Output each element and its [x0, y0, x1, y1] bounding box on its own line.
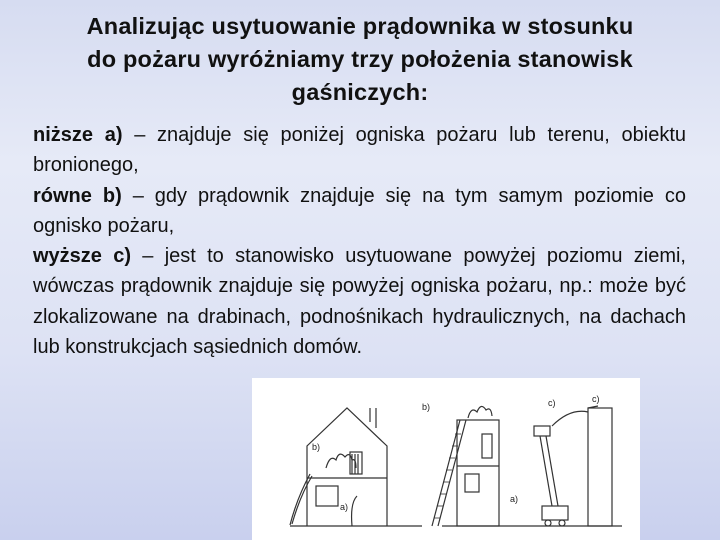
illustration-svg: [252, 378, 640, 540]
label-c-left: c): [548, 398, 556, 408]
slide-title: [22, 10, 698, 109]
text-higher: – jest to stanowisko usytuowane powyżej poziomu ziemi, wówczas prądownik znajduje się powyżej ogniska pożaru, np.: może być zlokalizowane na drabinach, podnośnikach hydraulicznych, na dachach lub konstrukcjach sąsiednich domów.: [33, 245, 686, 359]
label-higher: wyższe c): [33, 245, 131, 268]
nozzle-positions-illustration: [252, 378, 640, 540]
right-building-drawing: [432, 406, 499, 526]
label-lower: niższe a): [33, 124, 123, 146]
label-c-right: c): [592, 394, 600, 404]
label-a-right: a): [510, 494, 519, 504]
paragraph-lower: [33, 120, 686, 181]
text-equal: – gdy prądownik znajduje się na tym samym poziomie co ognisko pożaru,: [33, 184, 686, 237]
hydraulic-platform-drawing: [534, 426, 568, 526]
label-b-left: b): [312, 442, 321, 452]
title-line-3: gaśniczych:: [291, 79, 429, 105]
paragraph-equal: [33, 181, 686, 242]
text-lower: – znajduje się poniżej ogniska pożaru lub terenu, obiektu bronionego,: [33, 124, 686, 177]
stream-c: [552, 411, 588, 426]
stream-a: [352, 496, 357, 526]
paragraph-higher: [33, 241, 686, 362]
title-line-2: do pożaru wyróżniamy trzy położenia stanowisk: [87, 46, 633, 72]
title-line-1: Analizując usytuowanie prądownika w stosunku: [86, 13, 634, 39]
tall-wall-drawing: [588, 408, 612, 526]
label-equal: równe b): [33, 184, 122, 207]
label-a-left: a): [340, 502, 349, 512]
label-b-right: b): [422, 402, 431, 412]
slide-body: [33, 120, 686, 362]
